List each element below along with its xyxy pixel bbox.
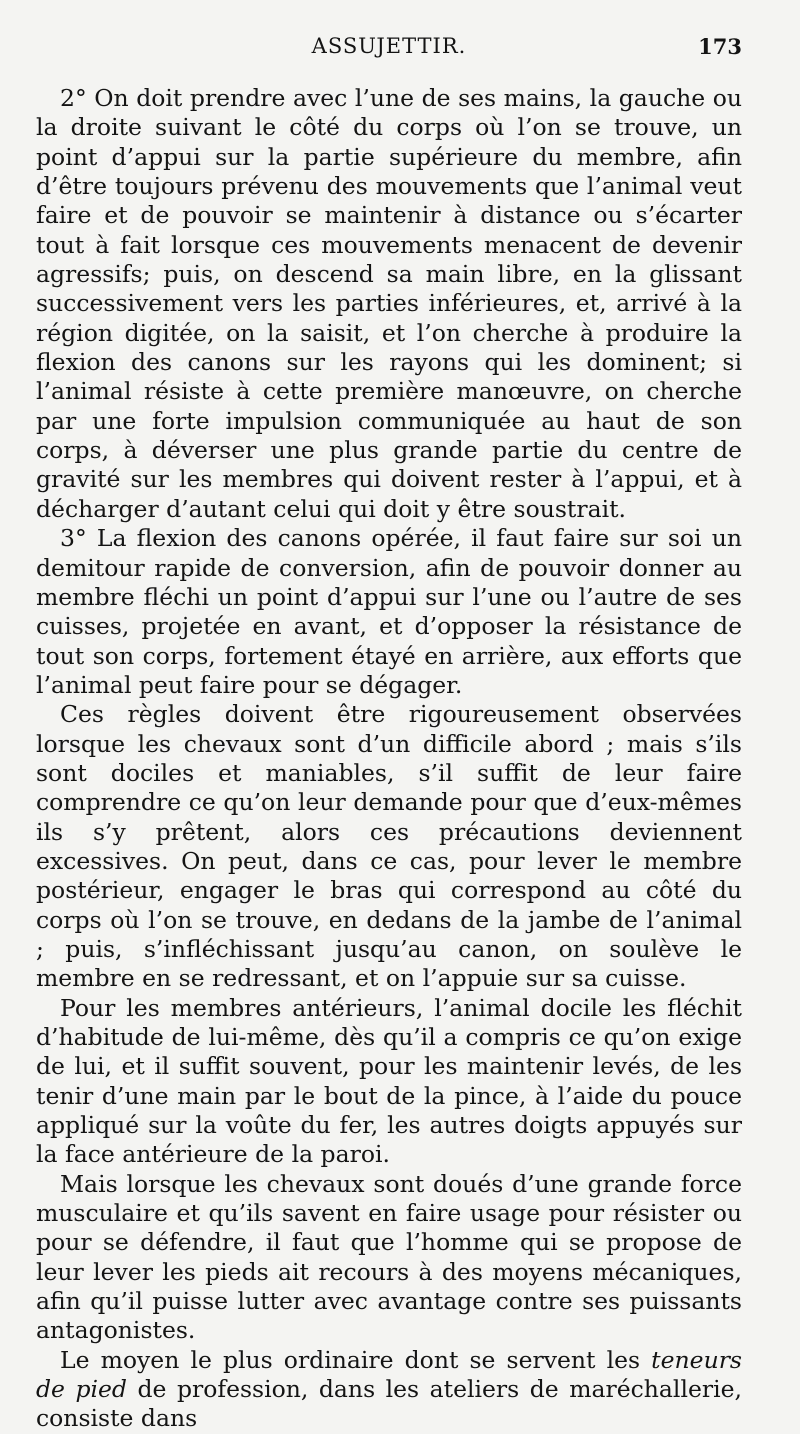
page-number: 173 bbox=[698, 34, 742, 59]
paragraph-text-end: de profession, dans les ateliers de maréchallerie, consiste dans bbox=[36, 1375, 742, 1433]
paragraph-ordinary-means bbox=[36, 1346, 742, 1434]
paragraph-rules: Ces règles doivent être rigoureusement observées lorsque les chevaux sont d’un difficile abord ; mais s’ils sont dociles et maniables, s’il suffit de leur faire comprendre ce qu’on leur demande pour que d’eux-mêmes ils s’y prêtent, alors ces précautions deviennent excessives. On peut, dans ce cas, pour lever le membre postérieur, engager le bras qui correspond au côté du corps où l’on se trouve, en dedans de la jambe de l’animal ; puis, s’infléchissant jusqu’au canon, on soulève le membre en se redressant, et on l’appuie sur sa cuisse. bbox=[36, 700, 742, 993]
running-head bbox=[36, 34, 742, 64]
running-title: ASSUJETTIR. bbox=[311, 34, 467, 58]
paragraph-anterior-limbs: Pour les membres antérieurs, l’animal docile les fléchit d’habitude de lui-même, dès qu’il a compris ce qu’on exige de lui, et il suffit souvent, pour les maintenir levés, de les tenir d’une main par le bout de la pince, à l’aide du pouce appliqué sur la voûte du fer, les autres doigts appuyés sur la face antérieure de la paroi. bbox=[36, 993, 742, 1169]
paragraph-2: 2° On doit prendre avec l’une de ses mains, la gauche ou la droite suivant le côté du corps où l’on se trouve, un point d’appui sur la partie supérieure du membre, afin d’être toujours prévenu des mouvements que l’animal veut faire et de pouvoir se maintenir à distance ou s’écarter tout à fait lorsque ces mouvements menacent de devenir agressifs; puis, on descend sa main libre, en la glissant successivement vers les parties inférieures, et, arrivé à la région digitée, on la saisit, et l’on cherche à produire la flexion des canons sur les rayons qui les dominent; si l’animal résiste à cette première manœuvre, on cherche par une forte impulsion communiquée au haut de son corps, à déverser une plus grande partie du centre de gravité sur les membres qui doivent rester à l’appui, et à décharger d’autant celui qui doit y être soustrait. bbox=[36, 84, 742, 523]
italic-term: teneurs de pied bbox=[36, 1345, 742, 1404]
body-text bbox=[36, 84, 742, 1434]
paragraph-text-start: Le moyen le plus ordinaire dont se servent les bbox=[60, 1345, 652, 1374]
paragraph-3: 3° La flexion des canons opérée, il faut faire sur soi un demitour rapide de conversion, afin de pouvoir donner au membre fléchi un point d’appui sur l’une ou l’autre de ses cuisses, projetée en avant, et d’opposer la résistance de tout son corps, fortement étayé en arrière, aux efforts que l’animal peut faire pour se dégager. bbox=[36, 524, 742, 699]
paragraph-strong-horses: Mais lorsque les chevaux sont doués d’une grande force musculaire et qu’ils savent en faire usage pour résister ou pour se défendre, il faut que l’homme qui se propose de leur lever les pieds ait recours à des moyens mécaniques, afin qu’il puisse lutter avec avantage contre ses puissants antagonistes. bbox=[36, 1169, 742, 1345]
